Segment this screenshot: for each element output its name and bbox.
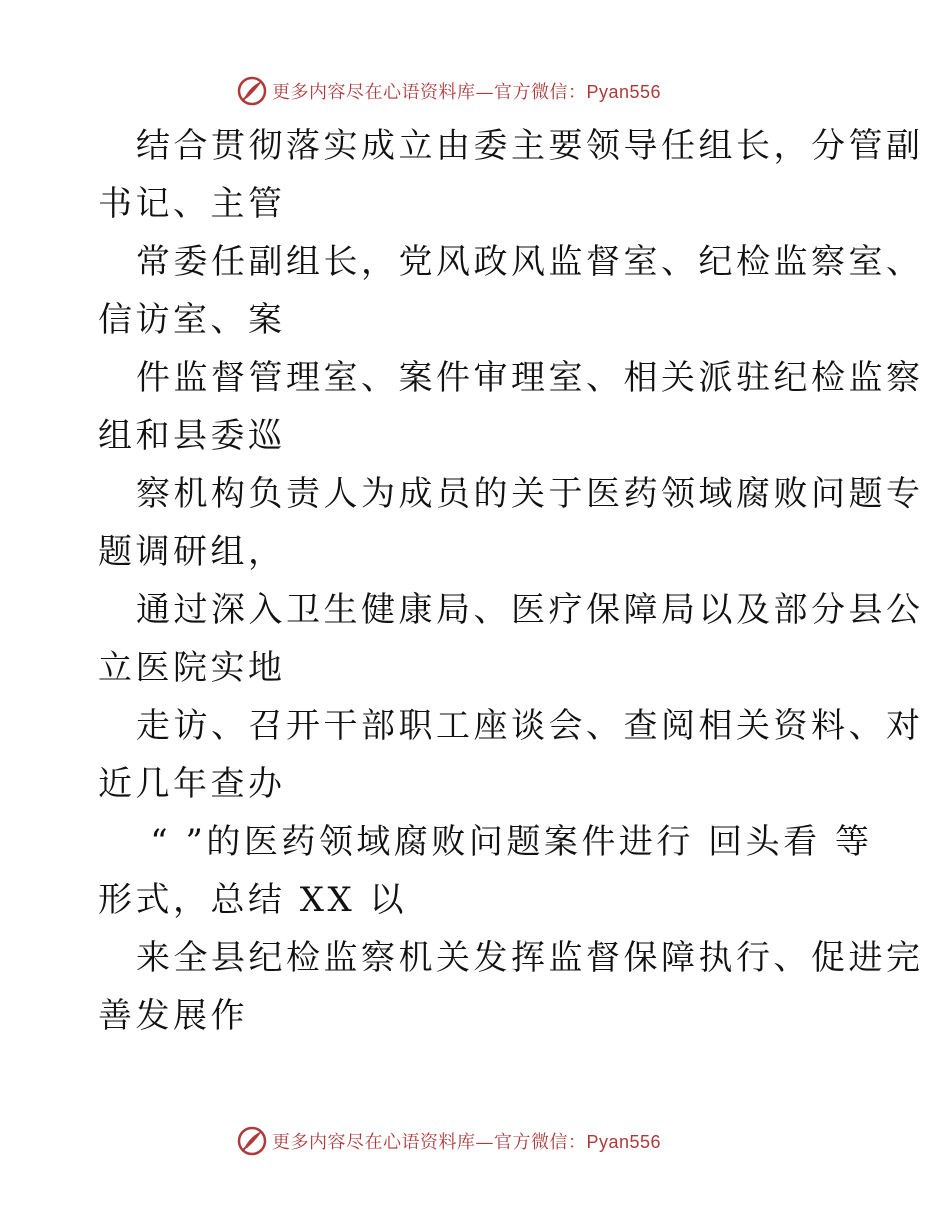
watermark-text (272, 1128, 661, 1154)
header-watermark (236, 74, 661, 108)
paragraph-2-line-2: 信访室、案 (98, 300, 286, 340)
feather-logo-icon (236, 1125, 268, 1157)
paragraph-6-line-1: 走访、召开干部职工座谈会、查阅相关资料、对 (136, 706, 924, 746)
paragraph-5-line-1: 通过深入卫生健康局、医疗保障局以及部分县公 (136, 590, 924, 630)
paragraph-4-line-1: 察机构负责人为成员的关于医药领域腐败问题专 (136, 474, 924, 514)
watermark-wechat-id: Pyan556 (586, 82, 662, 102)
feather-logo-icon (236, 75, 268, 107)
paragraph-4-line-2: 题调研组， (98, 532, 286, 572)
watermark-text (272, 78, 661, 104)
document-body (98, 117, 924, 1045)
watermark-label: 更多内容尽在心语资料库—官方微信： (272, 82, 587, 103)
paragraph-3-line-1: 件监督管理室、案件审理室、相关派驻纪检监察 (136, 358, 924, 398)
watermark-label: 更多内容尽在心语资料库—官方微信： (272, 1132, 587, 1153)
paragraph-1-line-2: 书记、主管 (98, 184, 286, 224)
paragraph-7-line-1: “ ”的医药领域腐败问题案件进行 回头看 等 (136, 822, 873, 862)
paragraph-8-line-1: 来全县纪检监察机关发挥监督保障执行、促进完 (136, 938, 924, 978)
watermark-wechat-id: Pyan556 (586, 1132, 662, 1152)
paragraph-3-line-2: 组和县委巡 (98, 416, 286, 456)
paragraph-8-line-2: 善发展作 (98, 996, 248, 1036)
paragraph-7-line-2: 形式，总结 XX 以 (98, 880, 408, 920)
paragraph-1-line-1: 结合贯彻落实成立由委主要领导任组长，分管副 (136, 126, 924, 166)
paragraph-6-line-2: 近几年查办 (98, 764, 286, 804)
footer-watermark (236, 1124, 661, 1158)
paragraph-5-line-2: 立医院实地 (98, 648, 286, 688)
paragraph-2-line-1: 常委任副组长，党风政风监督室、纪检监察室、 (136, 242, 924, 282)
